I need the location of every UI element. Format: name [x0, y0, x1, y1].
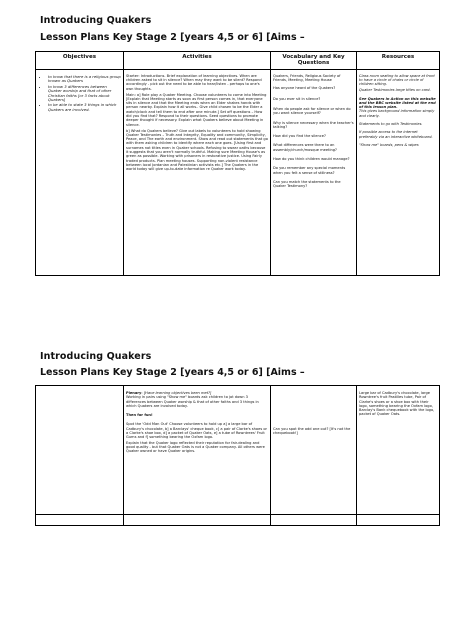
objective-item: • to know 3 differences between Quaker worship and that of other Christian faiths [or 3 facts about Quakers] — [48, 85, 121, 103]
activity-main: Main: a] Role play a Quaker Meeting. Choose volunteers to come into Meeting [Explain that Meeting starts as soon as first person comes in, that everyone sits in silence and that the Meeting ends when an Elder shakes hands with person nearby. Explain how it all works.. Give child chosen to be the Elder a watch/clock and tell them to end after one minute.] Set off questions – How did you find that? Respond to their questions. Seed questions to promote deeper thought if necessary. Explain what Quakers believe about Meeting in silence. — [126, 92, 267, 127]
vocab-item: Do you remember any special moments when you felt a sense of stillness? — [273, 166, 346, 175]
resource-item: See Quakers in Action on this website and the BBC website listed at the end of this lesson plan. — [359, 96, 436, 110]
header-vocabulary: Vocabulary and Key Questions — [271, 52, 357, 70]
empty-cell — [271, 515, 357, 526]
vocab-item: What differences were there to an assembly/church/mosque meeting? — [273, 143, 337, 152]
empty-cell — [124, 515, 271, 526]
objectives-cell-2 — [36, 386, 124, 515]
empty-cell — [36, 515, 124, 526]
page-subtitle-1: Lesson Plans Key Stage 2 [years 4,5 or 6] [Aims – — [40, 32, 305, 43]
activity-beliefs: b] What do Quakers believe? Give out labels to volunteers to hold showing Quaker Testimonies – Truth and Integrity, Equality and community, Simplicity, Peace, and The earth and environment. Show and read out statements that go with them asking children to identify where each one goes. [Using first and surnames not titles even in Quaker schools. Refusing to swear oaths because it suggests that you aren't normally truthful. Making sure Meeting House's as green as possible. Working with prisoners in restorative justice. Using Fairly traded products. Plan meeting houses. Supporting non-violent resistance between local Jordanian and Palestinian activists etc.] The Quakers in the world today will give up-to-date information re Quaker work today. — [126, 128, 268, 172]
vocab-item: Has anyone heard of the Quakers? — [273, 86, 336, 91]
resources-cell-2 — [357, 386, 440, 515]
fun-note: Explain that the Quaker logo reflected their reputation for fair-dealing and good quality - but that Quaker Oats is not a Quaker company. All others were Quaker owned or have Quaker origins. — [126, 440, 265, 454]
objective-item: • to know that there is a religious group known as Quakers — [48, 75, 121, 84]
vocab-item: Can you match the statements to the Quaker Testimony? — [273, 179, 341, 189]
empty-cell — [357, 515, 440, 526]
page-title-1: Introducing Quakers — [40, 15, 152, 26]
resource-item: Statements to go with Testimonies. — [359, 122, 423, 127]
page-subtitle-2: Lesson Plans Key Stage 2 [years 4,5 or 6] [Aims – — [40, 367, 305, 378]
plenary-question: [Have learning objectives been met?] — [143, 391, 212, 395]
vocab-item: Do you ever sit in silence? — [273, 96, 321, 101]
header-resources: Resources — [357, 52, 440, 70]
odd-one-out-question: Can you spot the odd one out? [It's not the chequebook!] — [273, 427, 351, 436]
resource-item: Class room seating to allow space at front to have a circle of chairs or circle of children sitting. — [359, 73, 435, 87]
plenary-cell: Plenary: [Have learning objectives been met?] Working in pairs using "Show me" boards ask children to jot down 3 differences between Quaker worship & that of other faiths and 3 things in which Quakers are involved today. Then for fun! Spot the 'Odd Man Out' Choose volunteers to hold up a] a large bar of Cadbury's chocolate, b] a Barclays' cheque book, c] a pair of Clarke's shoes or a Clarke's shoe box, d] a packet of Quaker Oats, e] a tube of Rowntrees' Fruit Gums and f] something bearing the Oxfam logo. Explain that the Quaker logo reflected their reputation for fair-dealing and good quality - but that Quaker Oats is not a Quaker company. All others were Quaker owned or have Quaker origins. — [124, 386, 271, 515]
activities-cell — [124, 69, 271, 275]
lesson-table-1 — [35, 51, 440, 276]
lesson-table-2 — [35, 385, 440, 526]
resources-list: Large bar of Cadbury's chocolate, large Rowntree's fruit Pastilles tube, Pair of Clarke's shoes or a shoe box with their logo, something bearing the Oxfam logo, Barclay's Bank chequebook with the logo, packet of Quaker Oats. — [359, 391, 435, 417]
plenary-label: Plenary — [126, 391, 142, 395]
objectives-cell — [36, 69, 124, 275]
header-objectives: Objectives — [36, 52, 124, 70]
resources-cell — [357, 69, 440, 275]
page-title-2: Introducing Quakers — [40, 351, 152, 362]
activity-starter: Starter: Introductions. Brief explanation of learning objectives. When are children asked to sit in silence? When may they want to be silent? Respond accordingly - pick out the need to be able to hear/listen - perhaps to one's own thoughts. — [126, 73, 262, 91]
vocab-item: Why is silence necessary when the teacher's talking? — [273, 120, 354, 129]
resource-item: If possible access to the internet preferably via an interactive whiteboard. — [359, 130, 433, 139]
plenary-text: Working in pairs using "Show me" boards ask children to jot down 3 differences between Quaker worship & that of other faiths and 3 things in which Quakers are involved today. — [126, 395, 259, 408]
fun-text: Spot the 'Odd Man Out' Choose volunteers to hold up a] a large bar of Cadbury's chocolate, b] a Barclays' cheque book, c] a pair of Clarke's shoes or a Clarke's shoe box, d] a packet of Quaker Oats, e] a tube of Rowntrees' Fruit Gums and f] something bearing the Oxfam logo. — [126, 422, 268, 440]
header-activities: Activities — [124, 52, 271, 70]
fun-label: Then for fun! — [126, 413, 153, 418]
vocab-item: Quakers, Friends, Religious Society of Friends, Meeting, Meeting House — [273, 73, 341, 83]
resource-item: "Show me" boards, pens & wipes — [359, 142, 419, 147]
resource-item: This gives background information simply and clearly. — [359, 109, 435, 118]
vocab-item: When do people ask for silence or when do you want silence yourself? — [273, 107, 351, 116]
objective-item: • to be able to state 3 things in which Quakers are involved. — [48, 103, 121, 112]
resource-item: Quaker Testimonies large titles on card. — [359, 88, 431, 93]
questions-cell — [271, 386, 357, 515]
vocab-item: How do you think children would manage? — [273, 157, 350, 162]
vocabulary-cell — [271, 69, 357, 275]
vocab-item: How did you find the silence? — [273, 134, 326, 139]
